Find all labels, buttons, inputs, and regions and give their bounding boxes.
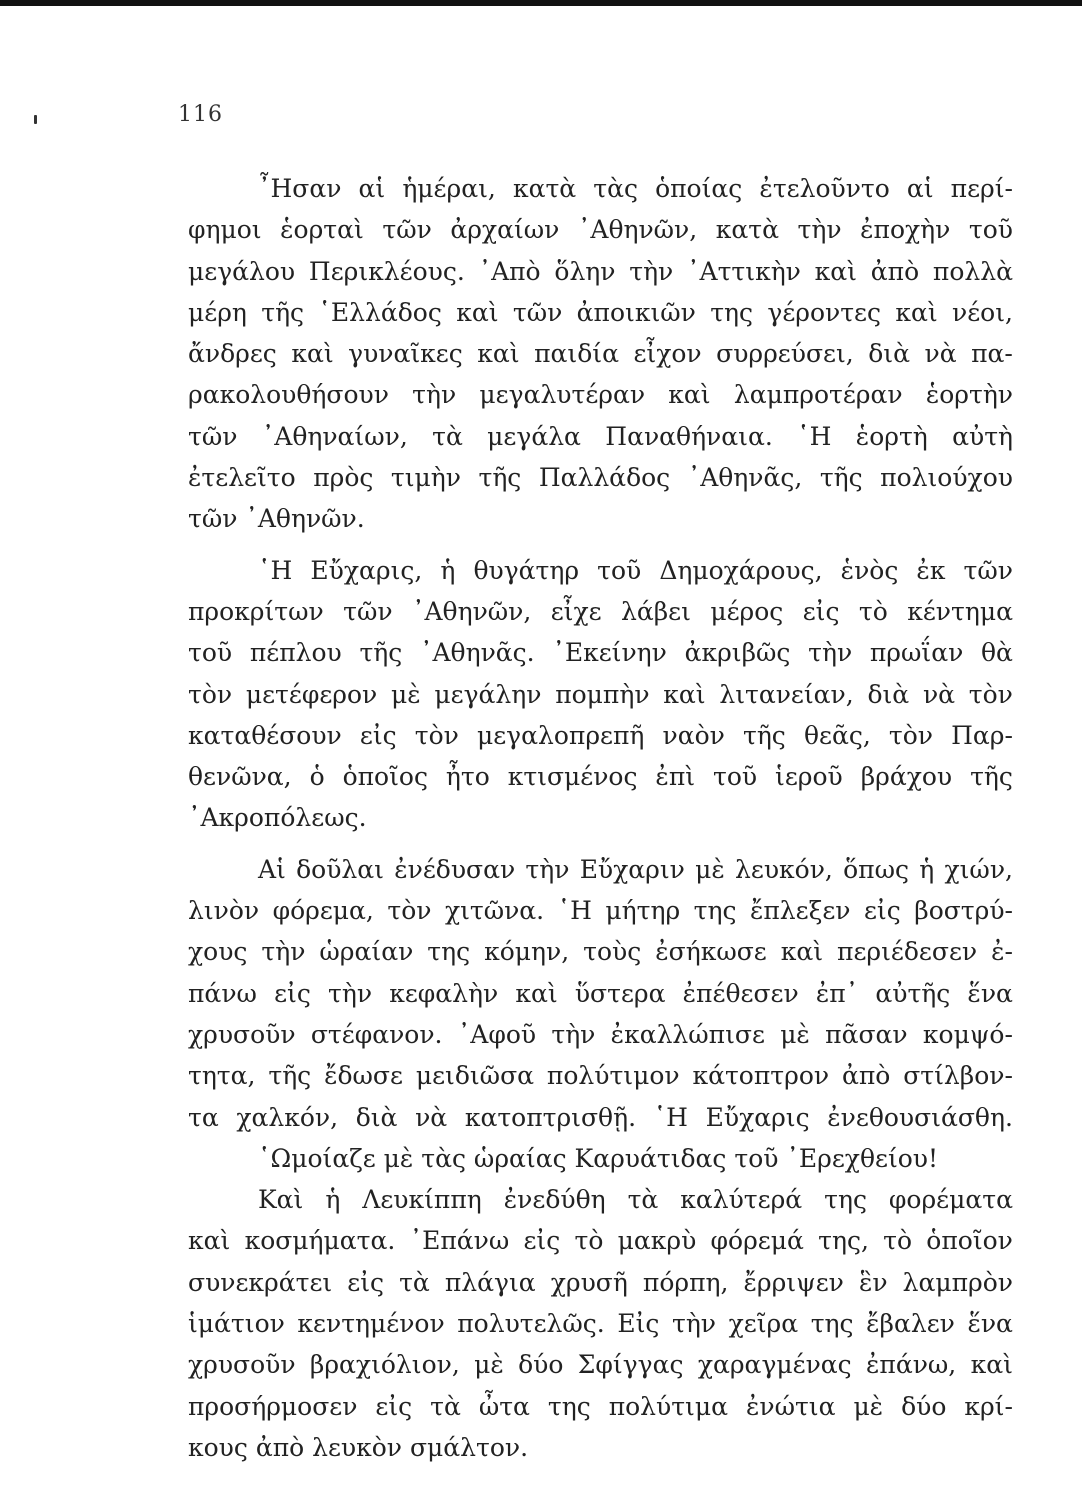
text-line: φημοι ἑορταὶ τῶν ἀρχαίων ᾿Αθηνῶν, κατὰ τὴν ἐποχὴν τοῦ <box>188 215 1013 245</box>
text-line: μεγάλου Περικλέους. ᾿Απὸ ὅλην τὴν ᾿Αττικὴν καὶ ἀπὸ πολλὰ <box>188 256 1013 286</box>
text-line: προσήρμοσεν εἰς τὰ ὦτα της πολύτιμα ἐνώτια μὲ δύο κρί- <box>188 1391 1013 1421</box>
text-line: ῾Η Εὔχαρις, ἡ θυγάτηρ τοῦ Δημοχάρους, ἑνὸς ἐκ τῶν <box>258 555 1013 585</box>
text-line: τοῦ πέπλου τῆς ᾿Αθηνᾶς. ᾿Εκείνην ἀκριβῶς τὴν πρωΐαν θὰ <box>188 638 1013 668</box>
text-line: τῶν ᾿Αθηνῶν. <box>188 504 365 534</box>
text-line: πάνω εἰς τὴν κεφαλὴν καὶ ὕστερα ἐπέθεσεν ἐπ᾿ αὐτῆς ἕνα <box>188 978 1013 1008</box>
text-line: ῏Ησαν αἱ ἡμέραι, κατὰ τὰς ὁποίας ἐτελοῦντο αἱ περί- <box>258 174 1013 203</box>
text-line: καταθέσουν εἰς τὸν μεγαλοπρεπῆ ναὸν τῆς θεᾶς, τὸν Παρ- <box>188 720 1013 750</box>
text-line: προκρίτων τῶν ᾿Αθηνῶν, εἶχε λάβει μέρος εἰς τὸ κέντημα <box>188 596 1013 626</box>
text-line: ἄνδρες καὶ γυναῖκες καὶ παιδία εἶχον συρρεύσει, διὰ νὰ πα- <box>188 339 1013 369</box>
body-text <box>188 168 1013 1468</box>
text-line: λινὸν φόρεμα, τὸν χιτῶνα. ῾Η μήτηρ της ἔπλεξεν εἰς βοστρύ- <box>188 896 1013 926</box>
text-line: τητα, τῆς ἔδωσε μειδιῶσα πολύτιμον κάτοπτρον ἀπὸ στίλβον- <box>188 1061 1013 1091</box>
text-line: θενῶνα, ὁ ὁποῖος ἦτο κτισμένος ἐπὶ τοῦ ἱεροῦ βράχου τῆς <box>188 762 1013 792</box>
margin-mark <box>34 115 37 124</box>
text-line: ρακολουθήσουν τὴν μεγαλυτέραν καὶ λαμπροτέραν ἑορτὴν <box>188 380 1013 410</box>
text-line: χρυσοῦν βραχιόλιον, μὲ δύο Σφίγγας χαραγμένας ἐπάνω, καὶ <box>188 1350 1013 1380</box>
text-line: ἐτελεῖτο πρὸς τιμὴν τῆς Παλλάδος ᾿Αθηνᾶς, τῆς πολιούχου <box>188 463 1013 493</box>
text-line: τὸν μετέφερον μὲ μεγάλην πομπὴν καὶ λιτανείαν, διὰ νὰ τὸν <box>188 679 1013 709</box>
text-line: ᾿Ακροπόλεως. <box>188 803 367 833</box>
text-line: Καὶ ἡ Λευκίππη ἐνεδύθη τὰ καλύτερά της φορέματα <box>258 1185 1013 1215</box>
text-line: Αἱ δοῦλαι ἐνέδυσαν τὴν Εὔχαριν μὲ λευκόν, ὅπως ἡ χιών, <box>258 854 1013 884</box>
text-line: χρυσοῦν στέφανον. ᾿Αφοῦ τὴν ἐκαλλώπισε μὲ πᾶσαν κομψό- <box>188 1019 1013 1049</box>
scan-top-border <box>0 0 1082 6</box>
page-number: 116 <box>178 102 223 127</box>
text-line: τα χαλκόν, διὰ νὰ κατοπτρισθῇ. ῾Η Εὔχαρις ἐνεθουσιάσθη. <box>188 1102 1013 1132</box>
text-line: συνεκράτει εἰς τὰ πλάγια χρυσῆ πόρπη, ἔρριψεν ἓν λαμπρὸν <box>188 1267 1013 1297</box>
text-line: κους ἀπὸ λευκὸν σμάλτον. <box>188 1432 529 1462</box>
text-line: ῾Ωμοίαζε μὲ τὰς ὡραίας Καρυάτιδας τοῦ ᾿Ερεχθείου! <box>258 1143 939 1173</box>
text-line: χους τὴν ὡραίαν της κόμην, τοὺς ἐσήκωσε καὶ περιέδεσεν ἐ- <box>188 937 1013 967</box>
text-line: μέρη τῆς ῾Ελλάδος καὶ τῶν ἀποικιῶν της γέροντες καὶ νέοι, <box>188 297 1013 327</box>
text-line: τῶν ᾿Αθηναίων, τὰ μεγάλα Παναθήναια. ῾Η ἑορτὴ αὐτὴ <box>188 421 1013 451</box>
text-line: ἱμάτιον κεντημένον πολυτελῶς. Εἰς τὴν χεῖρα της ἔβαλεν ἕνα <box>188 1309 1013 1339</box>
text-line: καὶ κοσμήματα. ᾿Επάνω εἰς τὸ μακρὺ φόρεμά της, τὸ ὁποῖον <box>188 1226 1013 1256</box>
